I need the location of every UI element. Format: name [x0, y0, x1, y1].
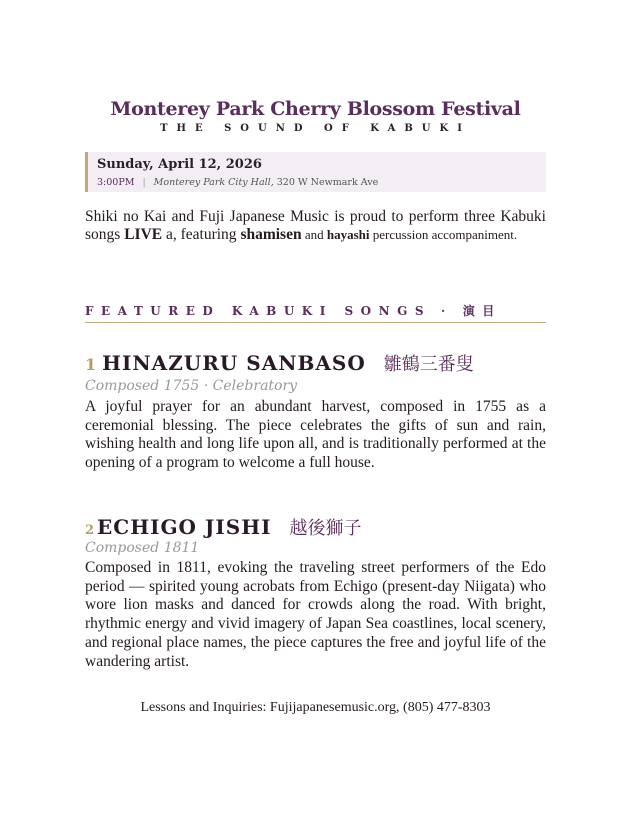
song-number: 2 [85, 523, 95, 538]
section-label: FEATURED KABUKI SONGS [85, 304, 432, 318]
page-subtitle: THE SOUND OF KABUKI [160, 123, 471, 134]
section-dot: · [441, 304, 453, 318]
song-title [85, 514, 361, 540]
song-meta: Composed 1811 [85, 540, 200, 556]
page-title: Monterey Park Cherry Blossom Festival [110, 98, 521, 120]
section-heading [85, 302, 546, 323]
event-info-box [85, 152, 546, 192]
song-kanji: 越後獅子 [289, 518, 362, 539]
song-kanji: 雛鶴三番叟 [383, 354, 474, 375]
song-meta: Composed 1755 · Celebratory [85, 378, 298, 394]
song-description: Composed in 1811, evoking the traveling street performers of the Edo period — spirited young acrobats from Echigo (present-day Niigata) who wore lion masks and danced for crowds along the road. With bright, rhythmic energy and vivid imagery of Japan Sea coastlines, local scenery, and regional place names, the piece captures the free and joyful life of the wandering artist. [85, 559, 546, 670]
event-meta [97, 177, 378, 188]
event-address: 320 W Newmark Ave [276, 177, 379, 188]
intro-hayashi: hayashi [326, 227, 370, 242]
song-title [85, 350, 474, 376]
footer-contact: Lessons and Inquiries: Fujijapanesemusic.org, (805) 477-8303 [140, 700, 491, 715]
event-time: 3:00PM [97, 177, 135, 188]
section-kanji: 演目 [462, 304, 502, 318]
song-description: A joyful prayer for an abundant harvest, composed in 1755 as a ceremonial blessing. The piece celebrates the gifts of sun and rain, wishing health and long life upon all, and is traditionally performed at the opening of a program to welcome a full house. [85, 398, 546, 472]
intro-shamisen: shamisen [240, 226, 302, 243]
event-venue: Monterey Park City Hall, [153, 177, 274, 188]
song-name: HINAZURU SANBASO [102, 351, 366, 375]
intro-text: a, featuring [162, 226, 241, 243]
intro-paragraph [85, 208, 546, 244]
intro-text: and [301, 227, 327, 242]
song-number: 1 [85, 355, 97, 374]
song-name: ECHIGO JISHI [97, 515, 272, 539]
intro-text: percussion accompaniment. [369, 227, 518, 242]
event-separator: | [142, 177, 146, 188]
intro-live: LIVE [124, 226, 163, 243]
event-date: Sunday, April 12, 2026 [97, 157, 262, 172]
intro-text: Shiki no Kai and Fuji Japanese Music is proud to perform three Kabuki songs [85, 208, 546, 243]
